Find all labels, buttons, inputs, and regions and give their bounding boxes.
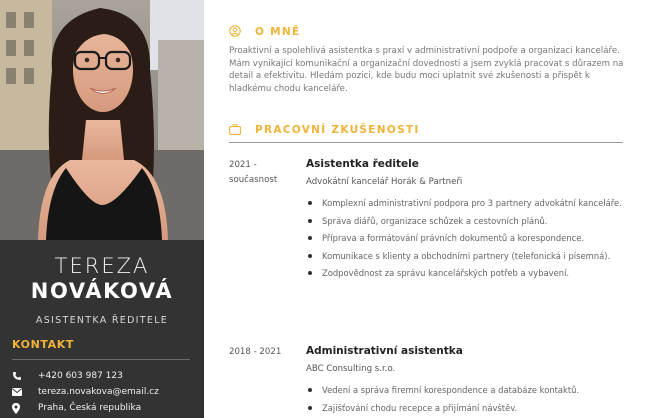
contact-location xyxy=(12,400,202,416)
briefcase-icon xyxy=(229,120,241,139)
about-heading xyxy=(229,22,301,41)
about-text: Proaktivní a spolehlivá asistentka s praxí v administrativní podpoře a organizaci kanceláře. Mám vynikající komunikační a organizační dovednosti a jsem zvyklá pracovat s důrazem na detail a efektivitu. Hledám pozici, kde budu moci uplatnit své zkušenosti a přispět k hladkému chodu kanceláře. xyxy=(229,46,624,94)
job-details xyxy=(306,345,624,418)
job-bullet: Vedení a správa firemní korespondence a databáze kontaktů. xyxy=(306,383,624,397)
contact-divider xyxy=(12,359,190,360)
experience-divider xyxy=(229,142,623,143)
experience-title: PRACOVNÍ ZKUŠENOSTI xyxy=(255,123,420,136)
job-date xyxy=(229,158,301,188)
contact-phone[interactable] xyxy=(12,368,202,384)
job-bullet: Zodpovědnost za správu kancelářských potřeb a vybavení. xyxy=(306,266,624,280)
sidebar xyxy=(0,0,204,418)
job-company: ABC Consulting s.r.o. xyxy=(306,364,396,374)
experience-heading xyxy=(229,120,420,139)
job-bullet: Zajišťování chodu recepce a přijímání návštěv. xyxy=(306,401,624,415)
job-bullets xyxy=(306,383,624,415)
job-date xyxy=(229,345,301,360)
email-text: tereza.novakova@email.cz xyxy=(38,387,159,397)
job-company: Advokátní kancelář Horák & Partneři xyxy=(306,177,463,187)
phone-text: +420 603 987 123 xyxy=(38,371,123,381)
job-bullet: Komplexní administrativní podpora pro 3 partnery advokátní kanceláře. xyxy=(306,196,624,210)
job-role: ASISTENTKA ŘEDITELE xyxy=(35,315,169,326)
phone-icon xyxy=(12,371,38,381)
job-bullets xyxy=(306,196,624,280)
job-bullet: Komunikace s klienty a obchodními partnery (telefonická i písemná). xyxy=(306,249,624,263)
location-icon xyxy=(12,403,38,414)
job-date-end: současnost xyxy=(229,175,278,185)
contact-email[interactable] xyxy=(12,384,202,400)
email-icon xyxy=(12,388,38,396)
job-date-start: 2018 - 2021 xyxy=(229,347,282,357)
job-title: Asistentka ředitele xyxy=(306,158,419,170)
profile-photo xyxy=(0,0,204,240)
first-name: TEREZA xyxy=(54,254,150,278)
job-bullet: Příprava a formátování právních dokumentů a korespondence. xyxy=(306,231,624,245)
about-title: O MNĚ xyxy=(255,25,301,38)
last-name: NOVÁKOVÁ xyxy=(30,279,174,303)
job-bullet: Správa diářů, organizace schůzek a cestovních plánů. xyxy=(306,214,624,228)
location-text: Praha, Česká republika xyxy=(38,403,142,413)
main-content xyxy=(229,0,629,418)
user-icon xyxy=(229,22,241,41)
contact-heading: KONTAKT xyxy=(12,338,74,351)
contact-list xyxy=(12,368,202,416)
name-block xyxy=(0,240,204,326)
job-details xyxy=(306,158,624,284)
job-date-start: 2021 - xyxy=(229,160,257,170)
job-title: Administrativní asistentka xyxy=(306,345,463,357)
